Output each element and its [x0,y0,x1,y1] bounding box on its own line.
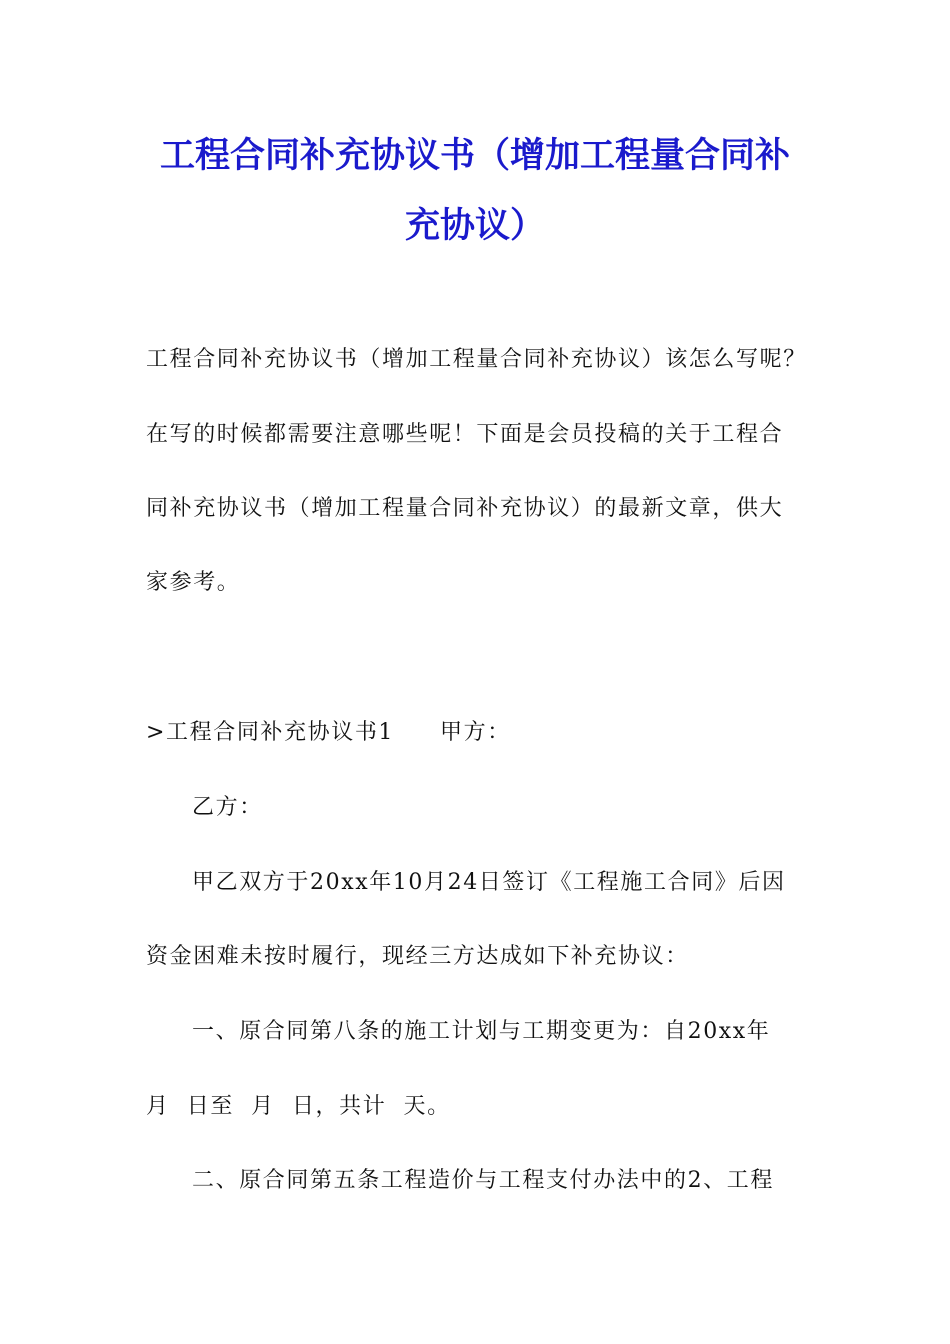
section-heading: >工程合同补充协议书1 [146,720,395,745]
intro-line-3: 同补充协议书（增加工程量合同补充协议）的最新文章，供大 [146,496,784,521]
paragraph-2-line-2: 月 日至 月 日，共计 天。 [146,1094,451,1119]
paragraph-2-line-1: 一、原合同第八条的施工计划与工期变更为：自20xx年 [192,1019,771,1044]
document-title-line-1: 工程合同补充协议书（增加工程量合同补 [159,136,790,176]
paragraph-1-line-1: 甲乙双方于20xx年10月24日签订《工程施工合同》后因 [192,870,786,895]
party-b-label: 乙方： [192,795,263,820]
intro-line-4: 家参考。 [146,570,241,595]
intro-line-2: 在写的时候都需要注意哪些呢！下面是会员投稿的关于工程合 [146,422,784,447]
party-a-label: 甲方： [440,720,511,745]
paragraph-3-line-1: 二、原合同第五条工程造价与工程支付办法中的2、工程 [192,1168,774,1193]
document-title-line-2: 充协议） [404,206,545,246]
paragraph-1-line-2: 资金困难未按时履行，现经三方达成如下补充协议： [146,944,689,969]
intro-line-1: 工程合同补充协议书（增加工程量合同补充协议）该怎么写呢？ [146,347,807,372]
